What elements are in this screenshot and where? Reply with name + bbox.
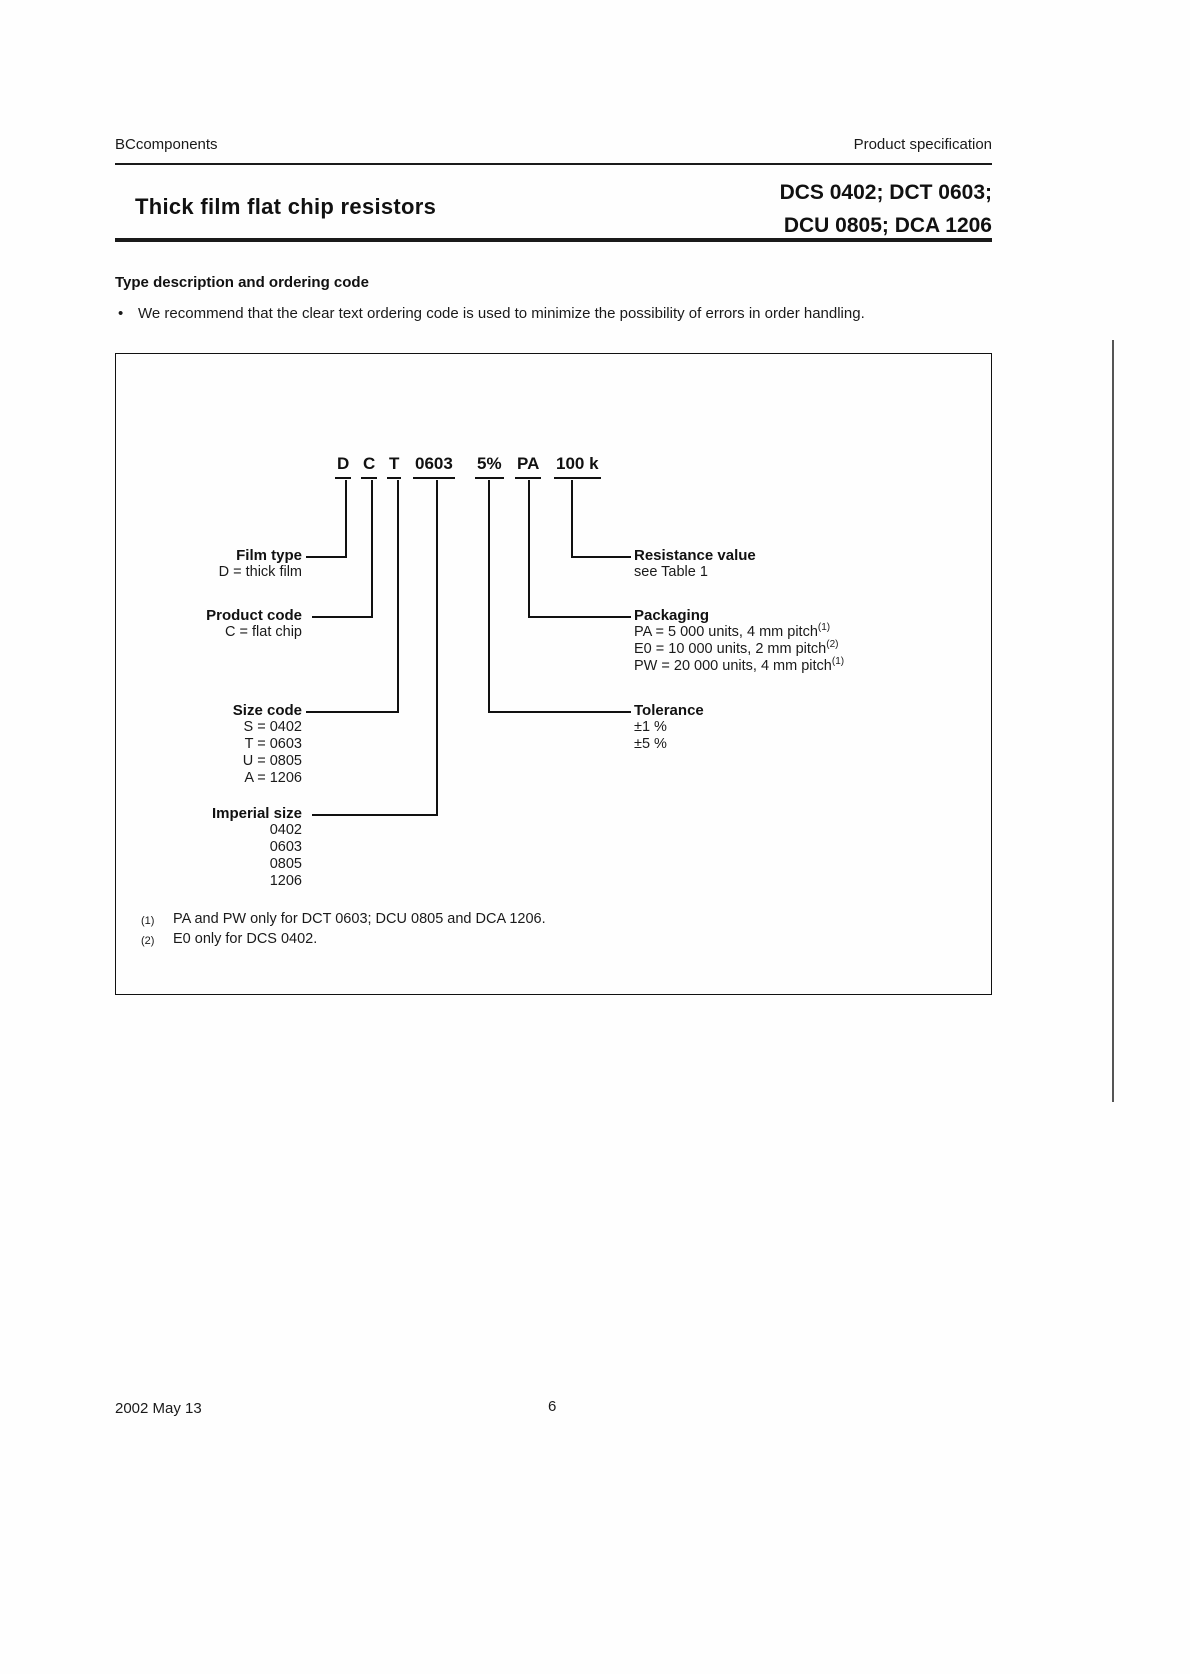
code-part-imperial-size: 0603 bbox=[413, 454, 455, 479]
packaging-label: Packaging bbox=[634, 607, 710, 624]
footnote bbox=[141, 910, 546, 930]
tolerance-option: ±5 % bbox=[634, 736, 667, 752]
connector-line bbox=[312, 616, 373, 618]
recommendation-bullet bbox=[118, 305, 978, 322]
code-part-product-code: C bbox=[361, 454, 377, 479]
diagram-footnotes bbox=[141, 910, 546, 950]
footnote-marker: (2) bbox=[141, 935, 155, 947]
ordering-code-diagram bbox=[115, 353, 992, 995]
size-code-block bbox=[116, 702, 302, 787]
connector-line bbox=[397, 480, 399, 713]
product-code-label: Product code bbox=[206, 607, 302, 624]
connector-line bbox=[528, 480, 530, 618]
imperial-size-option: 1206 bbox=[269, 873, 302, 889]
header-doc-type: Product specification bbox=[853, 136, 992, 153]
connector-line bbox=[371, 480, 373, 618]
footnote-marker: (1) bbox=[141, 915, 155, 927]
resistance-value-block bbox=[634, 547, 964, 581]
footer-date: 2002 May 13 bbox=[115, 1400, 202, 1417]
tolerance-block bbox=[634, 702, 964, 753]
code-part-size-code: T bbox=[387, 454, 401, 479]
product-code-desc: C = flat chip bbox=[225, 624, 302, 640]
packaging-option-text: PA = 5 000 units, 4 mm pitch bbox=[634, 624, 818, 640]
page-number: 6 bbox=[548, 1398, 557, 1415]
imperial-size-option: 0805 bbox=[269, 856, 302, 872]
size-code-option: A = 1206 bbox=[244, 770, 302, 786]
imperial-size-block bbox=[116, 805, 302, 890]
size-code-option: T = 0603 bbox=[244, 736, 302, 752]
connector-line bbox=[488, 480, 490, 713]
section-heading: Type description and ordering code bbox=[115, 274, 369, 291]
resistance-value-label: Resistance value bbox=[634, 547, 756, 564]
packaging-option bbox=[634, 641, 964, 658]
product-codes-line2: DCU 0805; DCA 1206 bbox=[783, 214, 992, 237]
imperial-size-option: 0603 bbox=[269, 839, 302, 855]
change-bar bbox=[1112, 340, 1114, 1102]
connector-line bbox=[528, 616, 631, 618]
size-code-label: Size code bbox=[232, 702, 302, 719]
code-part-film-type: D bbox=[335, 454, 351, 479]
connector-line bbox=[306, 711, 399, 713]
connector-line bbox=[306, 556, 347, 558]
code-part-resistance-value: 100 k bbox=[554, 454, 601, 479]
footnote bbox=[141, 930, 546, 950]
footnote-ref: (1) bbox=[831, 656, 845, 668]
page-title: Thick film flat chip resistors bbox=[135, 194, 437, 219]
title-rule bbox=[115, 238, 992, 242]
tolerance-option: ±1 % bbox=[634, 719, 667, 735]
resistance-value-desc: see Table 1 bbox=[634, 564, 708, 580]
imperial-size-label: Imperial size bbox=[211, 805, 302, 822]
recommendation-text: We recommend that the clear text ordering code is used to minimize the possibility of errors in order handling. bbox=[138, 305, 865, 322]
packaging-option bbox=[634, 658, 964, 675]
code-part-packaging: PA bbox=[515, 454, 541, 479]
footnote-ref: (1) bbox=[817, 622, 831, 634]
product-code-block bbox=[116, 607, 302, 641]
packaging-block bbox=[634, 607, 964, 675]
connector-line bbox=[345, 480, 347, 558]
film-type-block bbox=[116, 547, 302, 581]
title-block bbox=[115, 176, 992, 236]
imperial-size-option: 0402 bbox=[269, 822, 302, 838]
header-rule bbox=[115, 163, 992, 165]
film-type-desc: D = thick film bbox=[218, 564, 302, 580]
connector-line bbox=[571, 556, 631, 558]
connector-line bbox=[571, 480, 573, 558]
page-header bbox=[115, 136, 992, 153]
size-code-option: U = 0805 bbox=[242, 753, 302, 769]
connector-line bbox=[488, 711, 631, 713]
footnote-text: E0 only for DCS 0402. bbox=[173, 931, 318, 947]
packaging-option-text: PW = 20 000 units, 4 mm pitch bbox=[634, 658, 832, 674]
code-part-tolerance: 5% bbox=[475, 454, 504, 479]
packaging-option bbox=[634, 624, 964, 641]
product-codes-line1: DCS 0402; DCT 0603; bbox=[779, 181, 992, 204]
footnote-text: PA and PW only for DCT 0603; DCU 0805 and DCA 1206. bbox=[173, 911, 546, 927]
tolerance-label: Tolerance bbox=[634, 702, 704, 719]
product-codes-title bbox=[780, 176, 992, 242]
footnote-ref: (2) bbox=[826, 639, 839, 651]
connector-line bbox=[436, 480, 438, 816]
connector-line bbox=[312, 814, 438, 816]
packaging-option-text: E0 = 10 000 units, 2 mm pitch bbox=[634, 641, 827, 657]
size-code-option: S = 0402 bbox=[243, 719, 302, 735]
header-brand: BCcomponents bbox=[115, 136, 218, 153]
bullet-icon bbox=[118, 305, 138, 322]
film-type-label: Film type bbox=[236, 547, 302, 564]
